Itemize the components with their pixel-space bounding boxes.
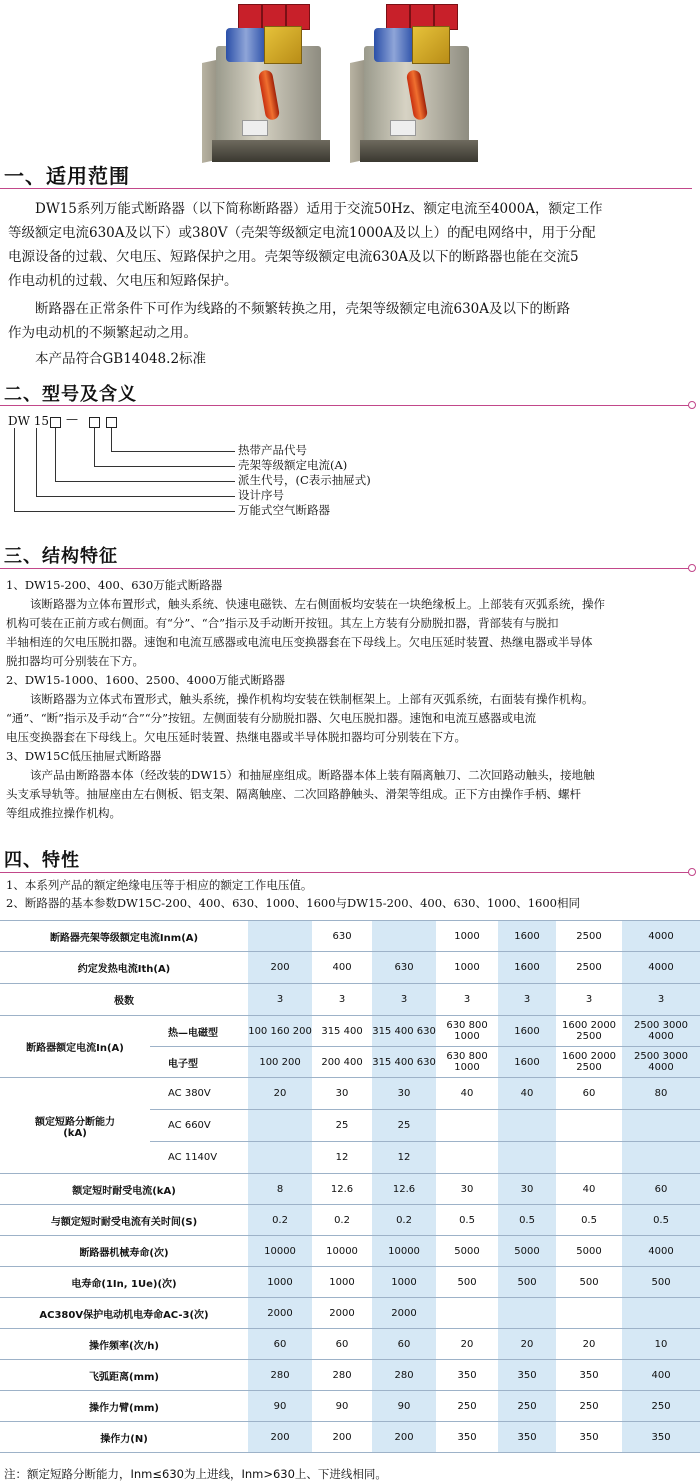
structure-heading-1: 1、DW15-200、400、630万能式断路器 bbox=[6, 578, 223, 592]
table-cell: 280 bbox=[312, 1360, 372, 1391]
table-cell: 2000 bbox=[372, 1298, 436, 1329]
table-cell: 630 800 1000 bbox=[436, 1047, 498, 1078]
table-cell: 500 bbox=[436, 1267, 498, 1298]
table-cell bbox=[556, 1142, 622, 1174]
table-cell: 200 bbox=[372, 1422, 436, 1453]
table-row bbox=[0, 1329, 700, 1360]
table-cell: 1000 bbox=[248, 1267, 312, 1298]
structure-line: “通”、“断”指示及手动“合”“分”按钮。左侧面装有分励脱扣器、欠电压脱扣器。速饱和电流互感器或电流 bbox=[6, 711, 537, 725]
row-label: 操作力臂(mm) bbox=[0, 1391, 248, 1422]
table-cell: 5000 bbox=[498, 1236, 556, 1267]
table-cell: 12 bbox=[312, 1142, 372, 1174]
table-cell: 200 400 bbox=[312, 1047, 372, 1078]
table-cell bbox=[622, 1298, 700, 1329]
table-cell: 350 bbox=[436, 1422, 498, 1453]
model-dash: — bbox=[66, 412, 78, 426]
structure-line: 半轴相连的欠电压脱扣器。速饱和电流互感器或电流电压变换器套在下母线上。欠电压延时装置、热继电器或半导体 bbox=[6, 635, 593, 649]
table-row bbox=[0, 921, 700, 952]
scope-text-line-4: 作电动机的过载、欠电压和短路保护。 bbox=[8, 273, 238, 289]
characteristics-line-1: 1、本系列产品的额定绝缘电压等于相应的额定工作电压值。 bbox=[6, 878, 313, 892]
table-cell: 2500 bbox=[556, 921, 622, 952]
table-cell: 30 bbox=[436, 1174, 498, 1205]
table-cell: 3 bbox=[372, 984, 436, 1016]
row-label: 极数 bbox=[0, 984, 248, 1016]
table-cell: 3 bbox=[312, 984, 372, 1016]
table-cell: 350 bbox=[498, 1360, 556, 1391]
table-cell bbox=[436, 1298, 498, 1329]
table-cell: 200 bbox=[248, 952, 312, 984]
table-cell: 250 bbox=[556, 1391, 622, 1422]
table-row bbox=[0, 1205, 700, 1236]
table-cell: 90 bbox=[372, 1391, 436, 1422]
table-row bbox=[0, 1016, 700, 1047]
table-cell: 350 bbox=[436, 1360, 498, 1391]
table-row bbox=[0, 952, 700, 984]
table-cell: 500 bbox=[498, 1267, 556, 1298]
row-label: 电寿命(1In, 1Ue)(次) bbox=[0, 1267, 248, 1298]
table-cell: 350 bbox=[556, 1422, 622, 1453]
table-cell bbox=[556, 1110, 622, 1142]
table-cell: 0.5 bbox=[556, 1205, 622, 1236]
structure-line: 等组成推拉操作机构。 bbox=[6, 806, 121, 820]
row-label: 飞弧距离(mm) bbox=[0, 1360, 248, 1391]
table-cell: 60 bbox=[556, 1078, 622, 1110]
table-cell: 3 bbox=[498, 984, 556, 1016]
table-cell: 0.2 bbox=[372, 1205, 436, 1236]
table-cell: 30 bbox=[312, 1078, 372, 1110]
structure-line: 头支承导轨等。抽屉座由左右侧板、铝支架、隔离触座、二次回路静触头、滑架等组成。正下方由操作手柄、螺杆 bbox=[6, 787, 581, 801]
table-row bbox=[0, 1298, 700, 1329]
table-cell: 20 bbox=[556, 1329, 622, 1360]
table-cell: 2000 bbox=[248, 1298, 312, 1329]
table-row bbox=[0, 984, 700, 1016]
table-cell bbox=[436, 1142, 498, 1174]
table-cell bbox=[498, 1142, 556, 1174]
table-cell: 8 bbox=[248, 1174, 312, 1205]
divider-end-dot bbox=[688, 868, 696, 876]
table-cell: 30 bbox=[498, 1174, 556, 1205]
table-row bbox=[0, 1422, 700, 1453]
table-cell: 1600 bbox=[498, 1016, 556, 1047]
table-cell bbox=[248, 921, 312, 952]
row-label: 断路器额定电流In(A) bbox=[0, 1016, 150, 1078]
table-cell: 1600 bbox=[498, 921, 556, 952]
scope-text-line-1: DW15系列万能式断路器（以下简称断路器）适用于交流50Hz、额定电流至4000A，额定工作 bbox=[35, 201, 603, 217]
table-cell: 500 bbox=[622, 1267, 700, 1298]
model-meaning-product-code: 热带产品代号 bbox=[238, 443, 307, 457]
structure-line: 该产品由断路器本体（经改装的DW15）和抽屉座组成。断路器本体上装有隔离触刀、二次回路动触头，接地触 bbox=[30, 768, 595, 782]
table-cell: 2000 bbox=[312, 1298, 372, 1329]
table-cell: 1600 bbox=[498, 952, 556, 984]
table-cell: 400 bbox=[622, 1360, 700, 1391]
section-title-characteristics: 四、特性 bbox=[4, 850, 80, 871]
table-cell: 1600 2000 2500 bbox=[556, 1016, 622, 1047]
row-label: 操作力(N) bbox=[0, 1422, 248, 1453]
structure-heading-2: 2、DW15-1000、1600、2500、4000万能式断路器 bbox=[6, 673, 285, 687]
table-cell: 280 bbox=[372, 1360, 436, 1391]
model-prefix: DW 15 bbox=[8, 414, 50, 428]
table-cell: 315 400 630 bbox=[372, 1047, 436, 1078]
table-cell: 250 bbox=[498, 1391, 556, 1422]
table-cell: 20 bbox=[248, 1078, 312, 1110]
model-box-derivative bbox=[50, 417, 61, 428]
table-cell: 40 bbox=[556, 1174, 622, 1205]
row-label: 约定发热电流Ith(A) bbox=[0, 952, 248, 984]
structure-line: 电压变换器套在下母线上。欠电压延时装置、热继电器或半导体脱扣器均可分别装在下方。 bbox=[6, 730, 466, 744]
product-photo-breaker-1 bbox=[202, 0, 337, 165]
table-cell: 3 bbox=[556, 984, 622, 1016]
row-label: 断路器机械寿命(次) bbox=[0, 1236, 248, 1267]
section-title-model: 二、型号及含义 bbox=[4, 384, 137, 405]
table-cell: 250 bbox=[622, 1391, 700, 1422]
table-cell: 3 bbox=[622, 984, 700, 1016]
table-cell: 60 bbox=[312, 1329, 372, 1360]
table-cell: 3 bbox=[436, 984, 498, 1016]
sub-label: AC 1140V bbox=[150, 1142, 248, 1174]
row-label: 与额定短时耐受电流有关时间(S) bbox=[0, 1205, 248, 1236]
model-box-current bbox=[89, 417, 100, 428]
table-row bbox=[0, 1391, 700, 1422]
table-cell bbox=[556, 1298, 622, 1329]
table-cell: 0.5 bbox=[436, 1205, 498, 1236]
table-cell: 25 bbox=[312, 1110, 372, 1142]
table-cell: 20 bbox=[498, 1329, 556, 1360]
scope-text-line-6: 作为电动机的不频繁起动之用。 bbox=[8, 325, 197, 341]
section-divider bbox=[0, 568, 692, 569]
table-cell bbox=[622, 1110, 700, 1142]
table-cell: 40 bbox=[436, 1078, 498, 1110]
table-cell: 0.2 bbox=[248, 1205, 312, 1236]
table-cell: 4000 bbox=[622, 921, 700, 952]
table-row bbox=[0, 1360, 700, 1391]
table-cell: 315 400 630 bbox=[372, 1016, 436, 1047]
table-cell: 1000 bbox=[312, 1267, 372, 1298]
row-label: AC380V保护电动机电寿命AC-3(次) bbox=[0, 1298, 248, 1329]
section-title-structure: 三、结构特征 bbox=[4, 546, 118, 567]
table-cell bbox=[498, 1110, 556, 1142]
table-cell bbox=[372, 921, 436, 952]
table-cell: 400 bbox=[312, 952, 372, 984]
table-cell: 20 bbox=[436, 1329, 498, 1360]
structure-line: 机构可装在正前方或右侧面。有“分”、“合”指示及手动断开按钮。其左上方装有分励脱扣器，背部装有与脱扣 bbox=[6, 616, 559, 630]
table-cell: 90 bbox=[312, 1391, 372, 1422]
model-meaning-derivative: 派生代号，(C表示抽屉式) bbox=[238, 473, 371, 487]
structure-heading-3: 3、DW15C低压抽屉式断路器 bbox=[6, 749, 162, 763]
table-cell: 40 bbox=[498, 1078, 556, 1110]
table-cell: 100 200 bbox=[248, 1047, 312, 1078]
structure-line: 该断路器为立体式布置形式，触头系统，操作机构均安装在铁制框架上。上部有灭弧系统，右面装有操作机构。 bbox=[30, 692, 594, 706]
model-box-product-code bbox=[106, 417, 117, 428]
table-cell: 10000 bbox=[372, 1236, 436, 1267]
table-cell: 5000 bbox=[436, 1236, 498, 1267]
table-cell: 0.2 bbox=[312, 1205, 372, 1236]
table-cell: 60 bbox=[248, 1329, 312, 1360]
table-row bbox=[0, 1078, 700, 1110]
product-photo-breaker-2 bbox=[350, 0, 485, 165]
scope-text-line-3: 电源设备的过载、欠电压、短路保护之用。壳架等级额定电流630A及以下的断路器也能在交流5 bbox=[8, 249, 579, 265]
table-cell: 200 bbox=[312, 1422, 372, 1453]
table-cell: 12.6 bbox=[372, 1174, 436, 1205]
table-cell: 10000 bbox=[312, 1236, 372, 1267]
section-title-scope: 一、适用范围 bbox=[4, 164, 130, 188]
table-cell: 2500 3000 4000 bbox=[622, 1047, 700, 1078]
row-label: 额定短路分断能力(kA) bbox=[0, 1078, 150, 1174]
table-cell: 10 bbox=[622, 1329, 700, 1360]
table-cell: 1600 bbox=[498, 1047, 556, 1078]
section-divider bbox=[0, 188, 692, 189]
table-cell: 0.5 bbox=[622, 1205, 700, 1236]
table-cell: 2500 3000 4000 bbox=[622, 1016, 700, 1047]
table-cell bbox=[498, 1298, 556, 1329]
divider-end-dot bbox=[688, 564, 696, 572]
table-cell bbox=[622, 1142, 700, 1174]
sub-label: 电子型 bbox=[150, 1047, 248, 1078]
spec-table bbox=[0, 920, 700, 1453]
row-label: 额定短时耐受电流(kA) bbox=[0, 1174, 248, 1205]
sub-label: 热—电磁型 bbox=[150, 1016, 248, 1047]
table-cell: 80 bbox=[622, 1078, 700, 1110]
section-divider bbox=[0, 872, 692, 873]
table-row bbox=[0, 1236, 700, 1267]
model-meaning-breaker-type: 万能式空气断路器 bbox=[238, 503, 330, 517]
table-cell: 30 bbox=[372, 1078, 436, 1110]
table-cell: 200 bbox=[248, 1422, 312, 1453]
sub-label: AC 660V bbox=[150, 1110, 248, 1142]
table-footnote: 注：额定短路分断能力，Inm≤630为上进线，Inm>630上、下进线相同。 bbox=[4, 1467, 387, 1481]
section-divider bbox=[0, 405, 692, 406]
scope-standard: 本产品符合GB14048.2标准 bbox=[35, 351, 207, 367]
structure-line: 该断路器为立体布置形式，触头系统、快速电磁铁、左右侧面板均安装在一块绝缘板上。上部装有灭弧系统，操作 bbox=[30, 597, 605, 611]
row-label: 断路器壳架等级额定电流Inm(A) bbox=[0, 921, 248, 952]
table-cell: 350 bbox=[556, 1360, 622, 1391]
table-cell: 350 bbox=[622, 1422, 700, 1453]
table-cell: 1000 bbox=[436, 921, 498, 952]
table-cell: 630 800 1000 bbox=[436, 1016, 498, 1047]
table-cell: 630 bbox=[312, 921, 372, 952]
table-cell: 60 bbox=[372, 1329, 436, 1360]
row-label: 操作频率(次/h) bbox=[0, 1329, 248, 1360]
structure-line: 脱扣器均可分别装在下方。 bbox=[6, 654, 144, 668]
model-meaning-frame-current: 壳架等级额定电流(A) bbox=[238, 458, 348, 472]
table-row bbox=[0, 1267, 700, 1298]
table-cell: 90 bbox=[248, 1391, 312, 1422]
table-cell: 3 bbox=[248, 984, 312, 1016]
table-cell: 100 160 200 bbox=[248, 1016, 312, 1047]
table-cell: 1000 bbox=[372, 1267, 436, 1298]
divider-end-dot bbox=[688, 401, 696, 409]
scope-text-line-2: 等级额定电流630A及以下）或380V（壳架等级额定电流1000A及以上）的配电网络中，用于分配 bbox=[8, 225, 596, 241]
table-cell: 2500 bbox=[556, 952, 622, 984]
table-cell: 350 bbox=[498, 1422, 556, 1453]
table-cell: 12.6 bbox=[312, 1174, 372, 1205]
table-cell: 4000 bbox=[622, 1236, 700, 1267]
table-cell: 1000 bbox=[436, 952, 498, 984]
scope-text-line-5: 断路器在正常条件下可作为线路的不频繁转换之用，壳架等级额定电流630A及以下的断路 bbox=[35, 301, 571, 317]
table-cell: 280 bbox=[248, 1360, 312, 1391]
table-cell: 4000 bbox=[622, 952, 700, 984]
table-cell: 1600 2000 2500 bbox=[556, 1047, 622, 1078]
table-cell: 0.5 bbox=[498, 1205, 556, 1236]
table-cell: 250 bbox=[436, 1391, 498, 1422]
table-cell: 60 bbox=[622, 1174, 700, 1205]
table-cell: 12 bbox=[372, 1142, 436, 1174]
table-cell: 5000 bbox=[556, 1236, 622, 1267]
table-cell: 10000 bbox=[248, 1236, 312, 1267]
table-cell bbox=[436, 1110, 498, 1142]
table-cell bbox=[248, 1142, 312, 1174]
table-cell: 630 bbox=[372, 952, 436, 984]
characteristics-line-2: 2、断路器的基本参数DW15C-200、400、630、1000、1600与DW15-200、400、630、1000、1600相同 bbox=[6, 896, 580, 910]
sub-label: AC 380V bbox=[150, 1078, 248, 1110]
table-cell bbox=[248, 1110, 312, 1142]
model-meaning-design-serial: 设计序号 bbox=[238, 488, 284, 502]
table-cell: 25 bbox=[372, 1110, 436, 1142]
table-cell: 500 bbox=[556, 1267, 622, 1298]
table-row bbox=[0, 1174, 700, 1205]
table-cell: 315 400 bbox=[312, 1016, 372, 1047]
